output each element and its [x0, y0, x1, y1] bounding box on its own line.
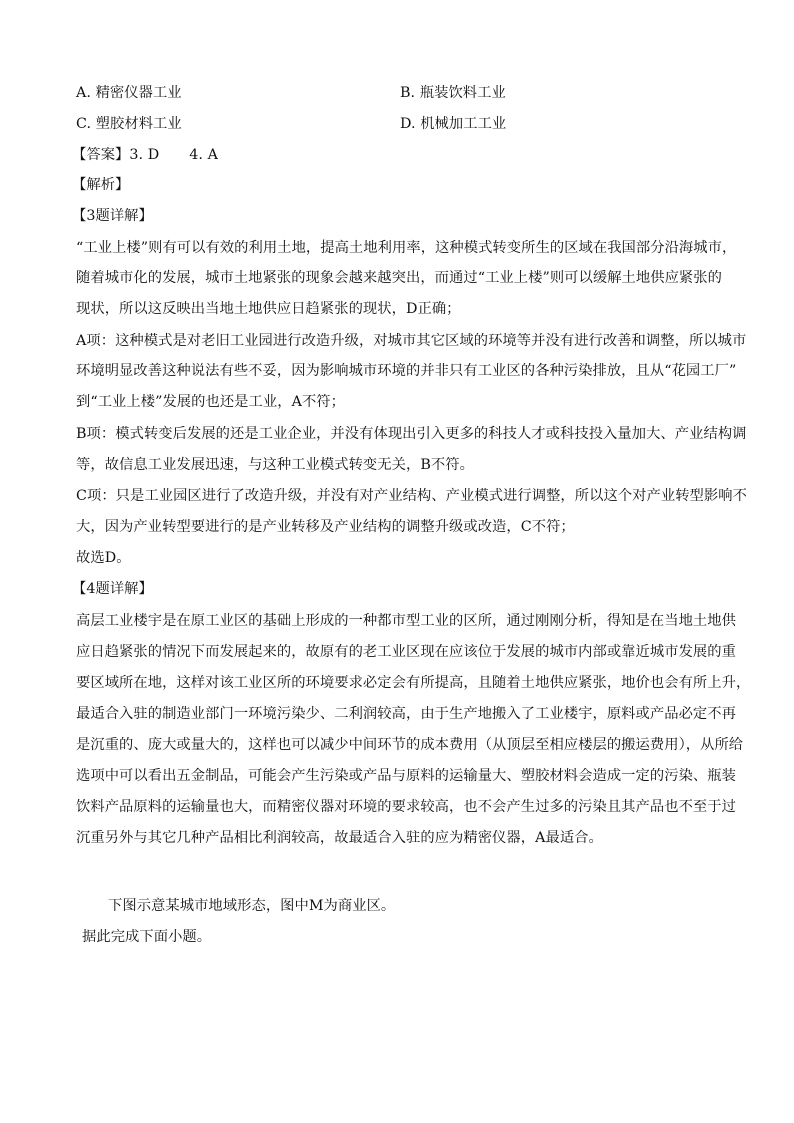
q3-option-c-line: C项：只是工业园区进行了改造升级，并没有对产业结构、产业模式进行调整，所以这个对产业转型影响不: [76, 488, 747, 504]
q4-paragraph-line: 高层工业楼宇是在原工业区的基础上形成的一种都市型工业的区所，通过刚刚分析，得知是在当地土地供: [76, 613, 736, 629]
answer-label: 【答案】: [72, 147, 130, 163]
q4-paragraph-line: 应日趋紧张的情况下而发展起来的，故原有的老工业区现在应该位于发展的城市内部或靠近城市发展的重: [76, 644, 736, 660]
option-c: C. 塑胶材料工业: [76, 116, 182, 132]
q3-option-a-line: 环境明显改善这种说法有些不妥，因为影响城市环境的并非只有工业区的各种污染排放，且从“花园工厂”: [76, 363, 737, 379]
answer-q3: 3. D: [129, 147, 160, 163]
answer-line: [72, 145, 218, 165]
q3-paragraph-line: “工业上楼”则有可以有效的利用土地，提高土地利用率，这种模式转变所生的区域在我国部分沿海城市，: [76, 240, 737, 256]
option-a: A. 精密仪器工业: [76, 85, 182, 101]
q3-option-a-line: 到“工业上楼”发展的也还是工业，A不符；: [76, 394, 345, 410]
q4-paragraph-line: 饮料产品原料的运输量也大，而精密仪器对环境的要求较高，也不会产生过多的污染且其产品也不至于过: [76, 799, 736, 815]
q3-conclusion: 故选D。: [76, 550, 131, 566]
q4-title: 【4题详解】: [72, 581, 153, 597]
q3-option-b-line: 等，故信息工业发展迅速，与这种工业模式转变无关，B不符。: [76, 457, 474, 473]
option-d: D. 机械加工工业: [400, 116, 507, 132]
q3-title: 【3题详解】: [72, 208, 153, 224]
q3-paragraph-line: 现状，所以这反映出当地土地供应日趋紧张的现状，D正确；: [76, 301, 461, 317]
option-b: B. 瓶装饮料工业: [400, 85, 506, 101]
q3-option-a-line: A项：这种模式是对老旧工业园进行改造升级，对城市其它区域的环境等并没有进行改善和调整，所以城市: [76, 333, 747, 349]
q3-option-c-line: 大，因为产业转型要进行的是产业转移及产业结构的调整升级或改造，C不符；: [76, 519, 575, 535]
q4-paragraph-line: 是沉重的、庞大或量大的，这样也可以减少中间环节的成本费用（从顶层至相应楼层的搬运费用），从所给: [76, 737, 744, 753]
analysis-label: 【解析】: [72, 177, 130, 193]
q4-paragraph-line: 选项中可以看出五金制品，可能会产生污染或产品与原料的运输量大、塑胶材料会造成一定的污染、瓶装: [76, 768, 736, 784]
q3-paragraph-line: 随着城市化的发展，城市土地紧张的现象会越来越突出，而通过“工业上楼”则可以缓解土地供应紧张的: [76, 270, 722, 286]
q3-option-b-line: B项：模式转变后发展的还是工业企业，并没有体现出引入更多的科技人才或科技投入量加大、产业结构调: [76, 426, 747, 442]
next-question-instruction: 据此完成下面小题。: [82, 929, 212, 945]
answer-q4: 4. A: [189, 147, 218, 163]
q4-paragraph-line: 最适合入驻的制造业部门一环境污染少、二利润较高，由于生产地搬入了工业楼宇，原料或产品必定不再: [76, 706, 736, 722]
q4-paragraph-line: 沉重另外与其它几种产品相比利润较高，故最适合入驻的应为精密仪器，A最适合。: [76, 830, 603, 846]
next-question-intro: 下图示意某城市地域形态，图中M为商业区。: [108, 898, 396, 914]
q4-paragraph-line: 要区域所在地，这样对该工业区所的环境要求必定会有所提高，且随着土地供应紧张，地价也会有所上升，: [76, 675, 751, 691]
